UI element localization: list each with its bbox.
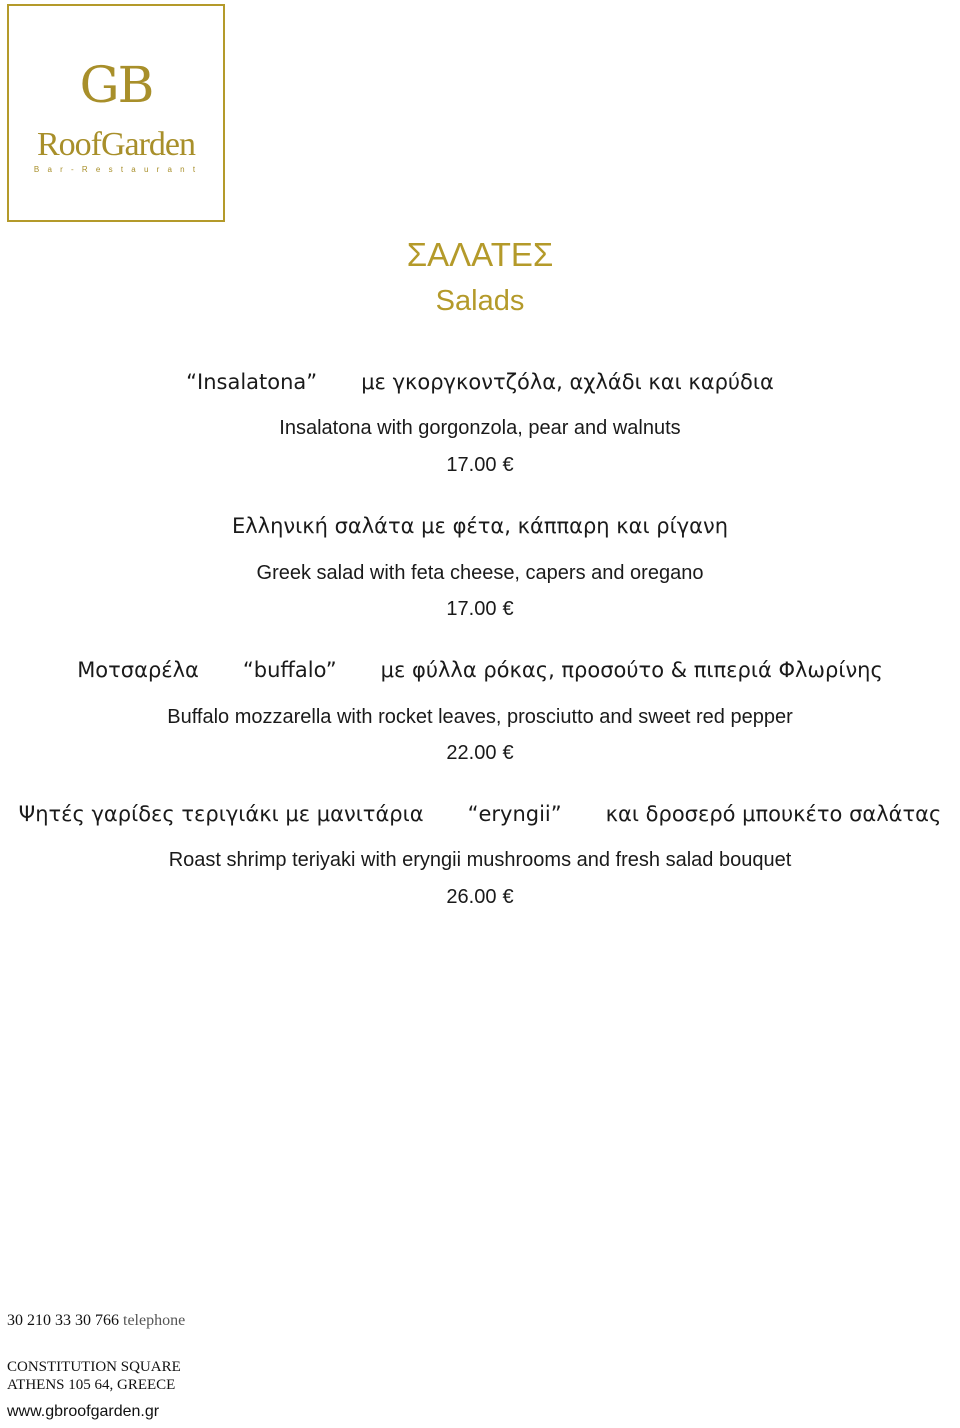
- menu-item-4-quoted-name: “eryngii”: [467, 802, 562, 826]
- menu-item-4-greek-description: και δροσερό μπουκέτο σαλάτας: [605, 802, 942, 826]
- logo-tagline: B a r - R e s t a u r a n t: [33, 165, 199, 174]
- menu-item-3-quoted-name: “buffalo”: [242, 658, 337, 682]
- footer-address-line-2: ATHENS 105 64, GREECE: [7, 1377, 176, 1393]
- menu-item-3-price-value: 22.00: [446, 742, 497, 764]
- phone-number[interactable]: 30 210 33 30 766: [7, 1312, 119, 1329]
- section-title-english: Salads: [435, 285, 525, 317]
- menu-item-4-greek: [0, 804, 960, 825]
- menu-item-3-greek-name: Μοτσαρέλα: [77, 658, 199, 682]
- menu-item-2-price: [0, 599, 960, 619]
- menu-item-1-quoted-name: “Insalatona”: [186, 370, 318, 394]
- section-title-greek: ΣΑΛΑΤΕΣ: [406, 236, 554, 273]
- menu-item-2-price-value: 17.00: [446, 598, 497, 620]
- euro-symbol: €: [502, 454, 514, 476]
- restaurant-logo: [7, 4, 225, 222]
- menu-item-4-english: Roast shrimp teriyaki with eryngii mushrooms and fresh salad bouquet: [168, 849, 792, 871]
- footer-address-line-1: CONSTITUTION SQUARE: [7, 1359, 181, 1375]
- logo-monogram: GB: [79, 56, 153, 114]
- menu-item-3-greek-description: με φύλλα ρόκας, προσούτο & πιπεριά Φλωρίνης: [380, 658, 883, 682]
- menu-item-4-price-value: 26.00: [446, 886, 497, 908]
- menu-item-1-price-value: 17.00: [446, 454, 497, 476]
- phone-label: telephone: [123, 1312, 186, 1329]
- menu-item-1-greek: [0, 372, 960, 393]
- menu-item-2-greek: [0, 516, 960, 537]
- euro-symbol: €: [502, 742, 514, 764]
- menu-item-1-price: [0, 455, 960, 475]
- menu-item-3-price: [0, 743, 960, 763]
- menu-item-3-english: Buffalo mozzarella with rocket leaves, prosciutto and sweet red pepper: [167, 706, 793, 728]
- menu-item-2-english: Greek salad with feta cheese, capers and oregano: [256, 562, 704, 584]
- euro-symbol: €: [502, 598, 514, 620]
- logo-name: RoofGarden: [36, 126, 196, 163]
- footer-website-link[interactable]: www.gbroofgarden.gr: [7, 1403, 160, 1420]
- footer-phone: [7, 1313, 185, 1329]
- menu-item-1-english: Insalatona with gorgonzola, pear and walnuts: [279, 417, 681, 439]
- menu-item-2-greek-description: Ελληνική σαλάτα με φέτα, κάππαρη και ρίγανη: [231, 514, 729, 538]
- euro-symbol: €: [502, 886, 514, 908]
- menu-item-4-price: [0, 887, 960, 907]
- menu-item-3-greek: [0, 660, 960, 681]
- menu-item-4-greek-name: Ψητές γαρίδες τεριγιάκι με μανιτάρια: [18, 802, 424, 826]
- menu-item-1-greek-description: με γκοργκοντζόλα, αχλάδι και καρύδια: [361, 370, 774, 394]
